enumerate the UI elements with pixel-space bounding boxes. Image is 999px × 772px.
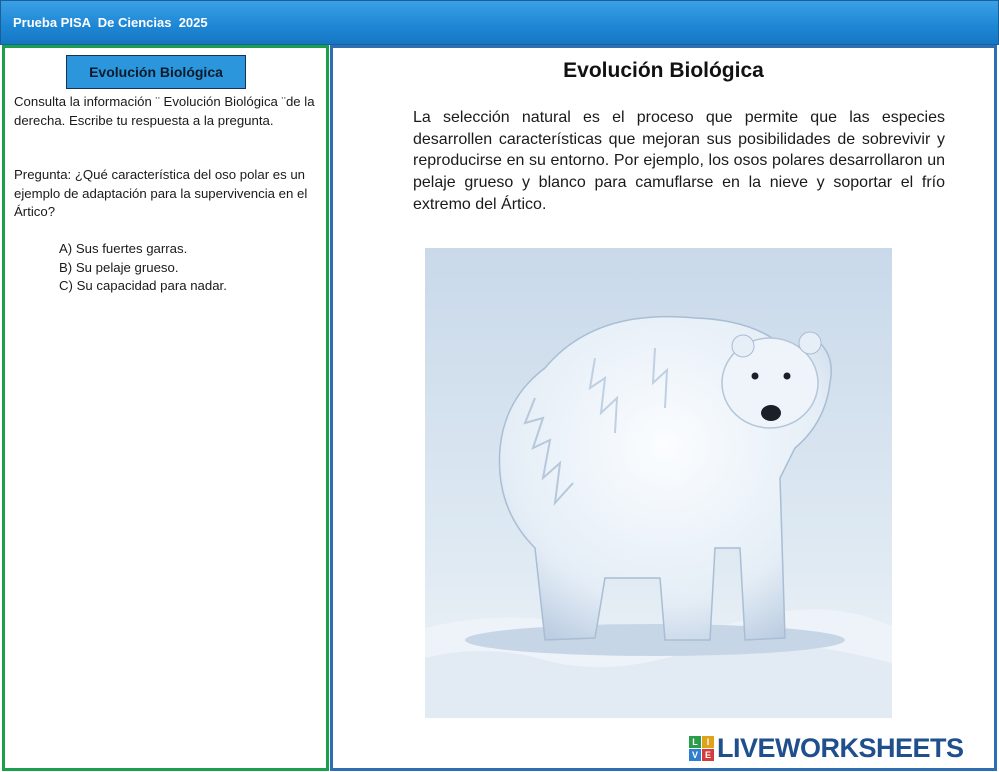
option-a[interactable]: A) Sus fuertes garras. (59, 241, 188, 256)
option-c[interactable]: C) Su capacidad para nadar. (59, 278, 227, 293)
topic-badge: Evolución Biológica (66, 55, 246, 89)
answer-options (59, 240, 227, 296)
reading-panel (330, 45, 997, 771)
logo-text: LIVEWORKSHEETS (717, 732, 964, 763)
instructions-text: Consulta la información ¨ Evolución Biológica ¨de la derecha. Escribe tu respuesta a la pregunta. (14, 94, 315, 128)
option-b[interactable]: B) Su pelaje grueso. (59, 259, 179, 275)
reading-paragraph: La selección natural es el proceso que permite que las especies desarrollen características que mejoran sus posibilidades de sobrevivir y reproducirse en su entorno. Por ejemplo, los osos polares desarrollaron un pelaje grueso y blanco para camuflarse en la nieve y soportar el frío extremo del Ártico. (413, 109, 945, 213)
logo-mark-icon: L I V E (689, 736, 714, 761)
reading-title: Evolución Biológica (563, 59, 764, 82)
polar-bear-image (425, 248, 892, 718)
liveworksheets-logo[interactable] (689, 732, 964, 763)
top-bar (0, 0, 999, 45)
question-panel (2, 45, 329, 771)
question-text: Pregunta: ¿Qué característica del oso polar es un ejemplo de adaptación para la supervivencia en el Ártico? (14, 167, 308, 219)
app-title: Prueba PISA De Ciencias 2025 (13, 15, 208, 30)
